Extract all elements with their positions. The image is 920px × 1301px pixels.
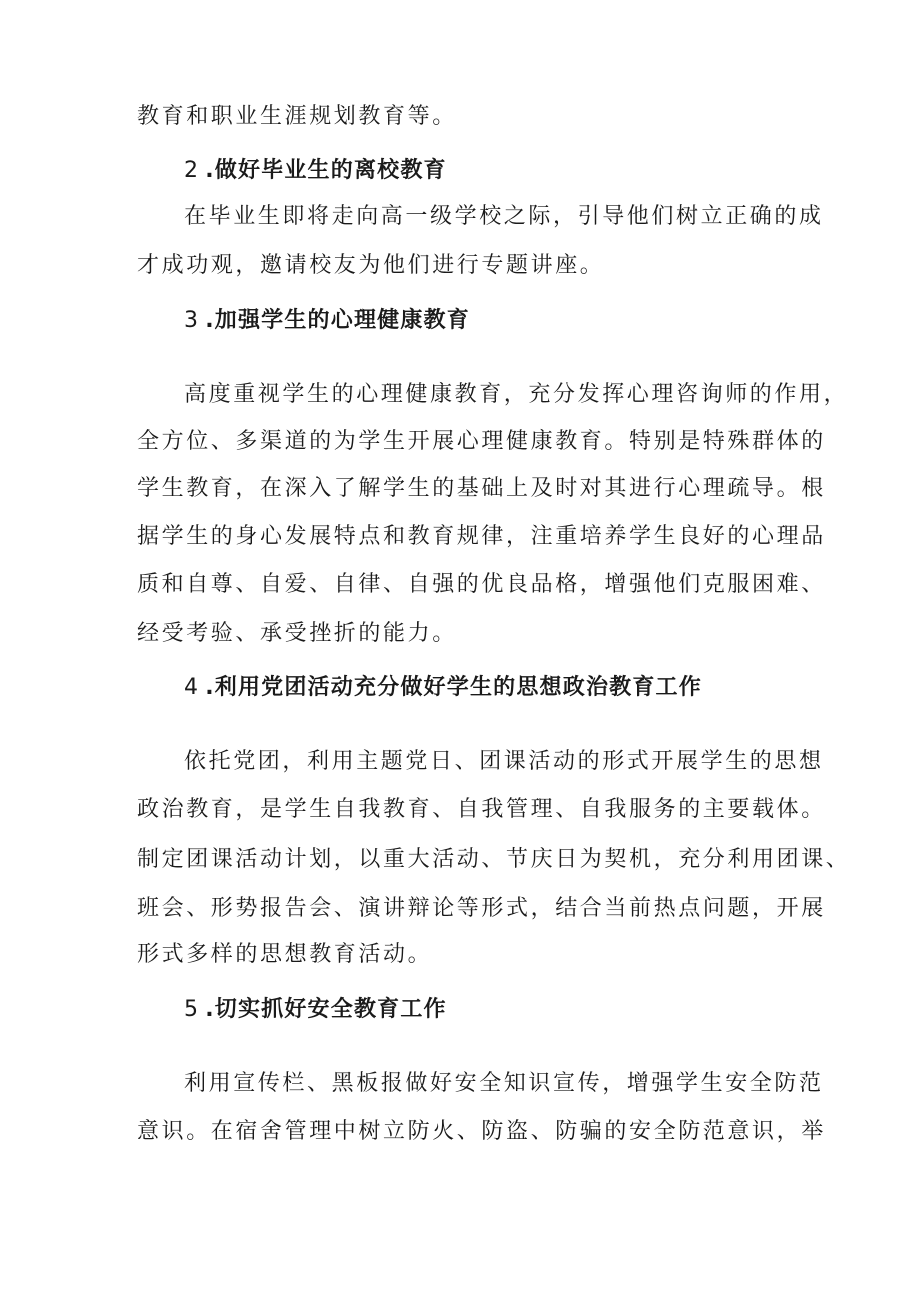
paragraph-line: 经受考验、承受挫折的能力。 xyxy=(137,621,457,646)
section-number: 4 xyxy=(184,675,200,700)
section-number: 3 xyxy=(184,308,200,333)
section-heading-4 xyxy=(184,673,702,703)
paragraph-line: 政治教育，是学生自我教育、自我管理、自我服务的主要载体。 xyxy=(137,797,826,822)
section-heading-2 xyxy=(184,156,447,186)
paragraph-line: 班会、形势报告会、演讲辩论等形式，结合当前热点问题，开展 xyxy=(137,896,826,921)
paragraph-line: 在毕业生即将走向高一级学校之际，引导他们树立正确的成 xyxy=(184,204,824,229)
paragraph-line: 据学生的身心发展特点和教育规律，注重培养学生良好的心理品 xyxy=(137,524,826,549)
section-title: .利用党团活动充分做好学生的思想政治教育工作 xyxy=(205,675,702,700)
paragraph-line: 质和自尊、自爱、自律、自强的优良品格，增强他们克服困难、 xyxy=(137,572,826,597)
section-title: .切实抓好安全教育工作 xyxy=(205,997,447,1022)
paragraph-line: 全方位、多渠道的为学生开展心理健康教育。特别是特殊群体的 xyxy=(137,429,826,454)
paragraph-line: 意识。在宿舍管理中树立防火、防盗、防骗的安全防范意识，举 xyxy=(137,1119,826,1144)
section-heading-5 xyxy=(184,995,447,1025)
paragraph-line: 形式多样的思想教育活动。 xyxy=(137,942,433,967)
paragraph-line: 依托党团，利用主题党日、团课活动的形式开展学生的思想 xyxy=(184,749,824,774)
section-heading-3 xyxy=(184,306,470,336)
section-title: .加强学生的心理健康教育 xyxy=(205,308,470,333)
section-title: .做好毕业生的离校教育 xyxy=(205,158,447,183)
paragraph-line: 高度重视学生的心理健康教育，充分发挥心理咨询师的作用， xyxy=(184,382,849,407)
section-number: 2 xyxy=(184,158,200,183)
paragraph-line: 制定团课活动计划，以重大活动、节庆日为契机，充分利用团课、 xyxy=(137,847,851,872)
paragraph-line: 教育和职业生涯规划教育等。 xyxy=(137,104,457,129)
paragraph-line: 利用宣传栏、黑板报做好安全知识宣传，增强学生安全防范 xyxy=(184,1071,824,1096)
paragraph-line: 学生教育，在深入了解学生的基础上及时对其进行心理疏导。根 xyxy=(137,476,826,501)
paragraph-line: 才成功观，邀请校友为他们进行专题讲座。 xyxy=(137,253,605,278)
section-number: 5 xyxy=(184,997,200,1022)
